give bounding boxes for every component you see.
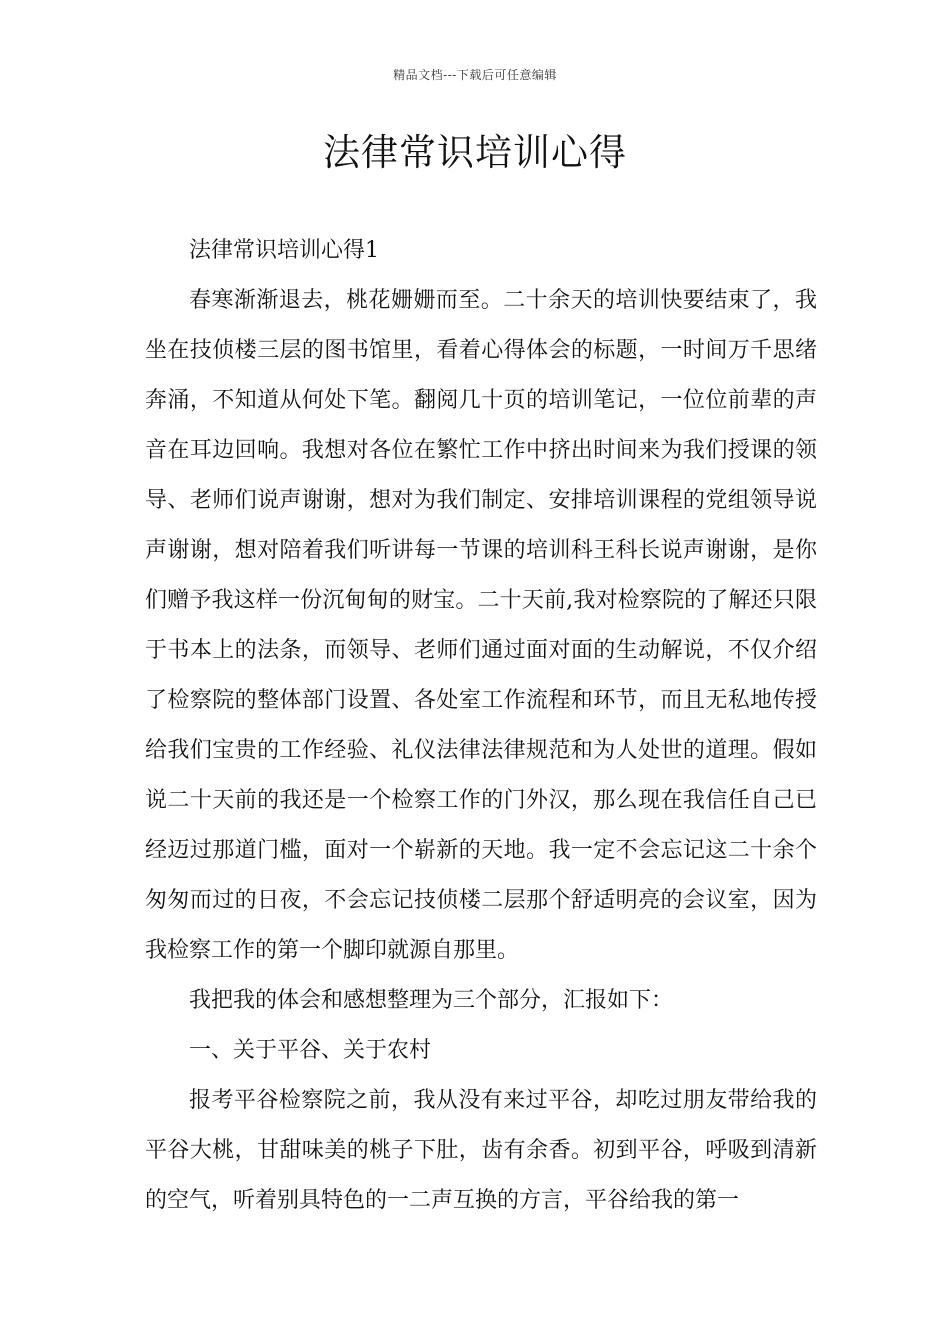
paragraph: 春寒渐渐退去，桃花姗姗而至。二十余天的培训快要结束了，我坐在技侦楼三层的图书馆里，看着心得体会的标题，一时间万千思绪奔涌，不知道从何处下笔。翻阅几十页的培训笔记，一位位前辈的声音在耳边回响。我想对各位在繁忙工作中挤出时间来为我们授课的领导、老师们说声谢谢，想对为我们制定、安排培训课程的党组领导说声谢谢，想对陪着我们听讲每一节课的培训科王科长说声谢谢，是你们赠予我这样一份沉甸甸的财宝。二十天前,我对检察院的了解还只限于书本上的法条，而领导、老师们通过面对面的生动解说，不仅介绍了检察院的整体部门设置、各处室工作流程和环节，而且无私地传授给我们宝贵的工作经验、礼仪法律法律规范和为人处世的道理。假如说二十天前的我还是一个检察工作的门外汉，那么现在我信任自己已经迈过那道门槛，面对一个崭新的天地。我一定不会忘记这二十余个匆匆而过的日夜，不会忘记技侦楼二层那个舒适明亮的会议室，因为我检察工作的第一个脚印就源自那里。 — [145, 288, 817, 963]
document-body — [145, 226, 817, 1226]
paragraph: 我把我的体会和感想整理为三个部分，汇报如下： — [189, 988, 674, 1013]
header-note: 精品文档---下载后可任意编辑 — [393, 68, 557, 82]
paragraph: 报考平谷检察院之前，我从没有来过平谷，却吃过朋友带给我的平谷大桃，甘甜味美的桃子下肚，齿有余香。初到平谷，呼吸到清新的空气，听着别具特色的一二声互换的方言，平谷给我的第一 — [145, 1088, 817, 1213]
section-heading: 法律常识培训心得1 — [189, 238, 379, 263]
document-title: 法律常识培训心得 — [323, 131, 627, 174]
section-heading: 一、关于平谷、关于农村 — [189, 1038, 432, 1063]
